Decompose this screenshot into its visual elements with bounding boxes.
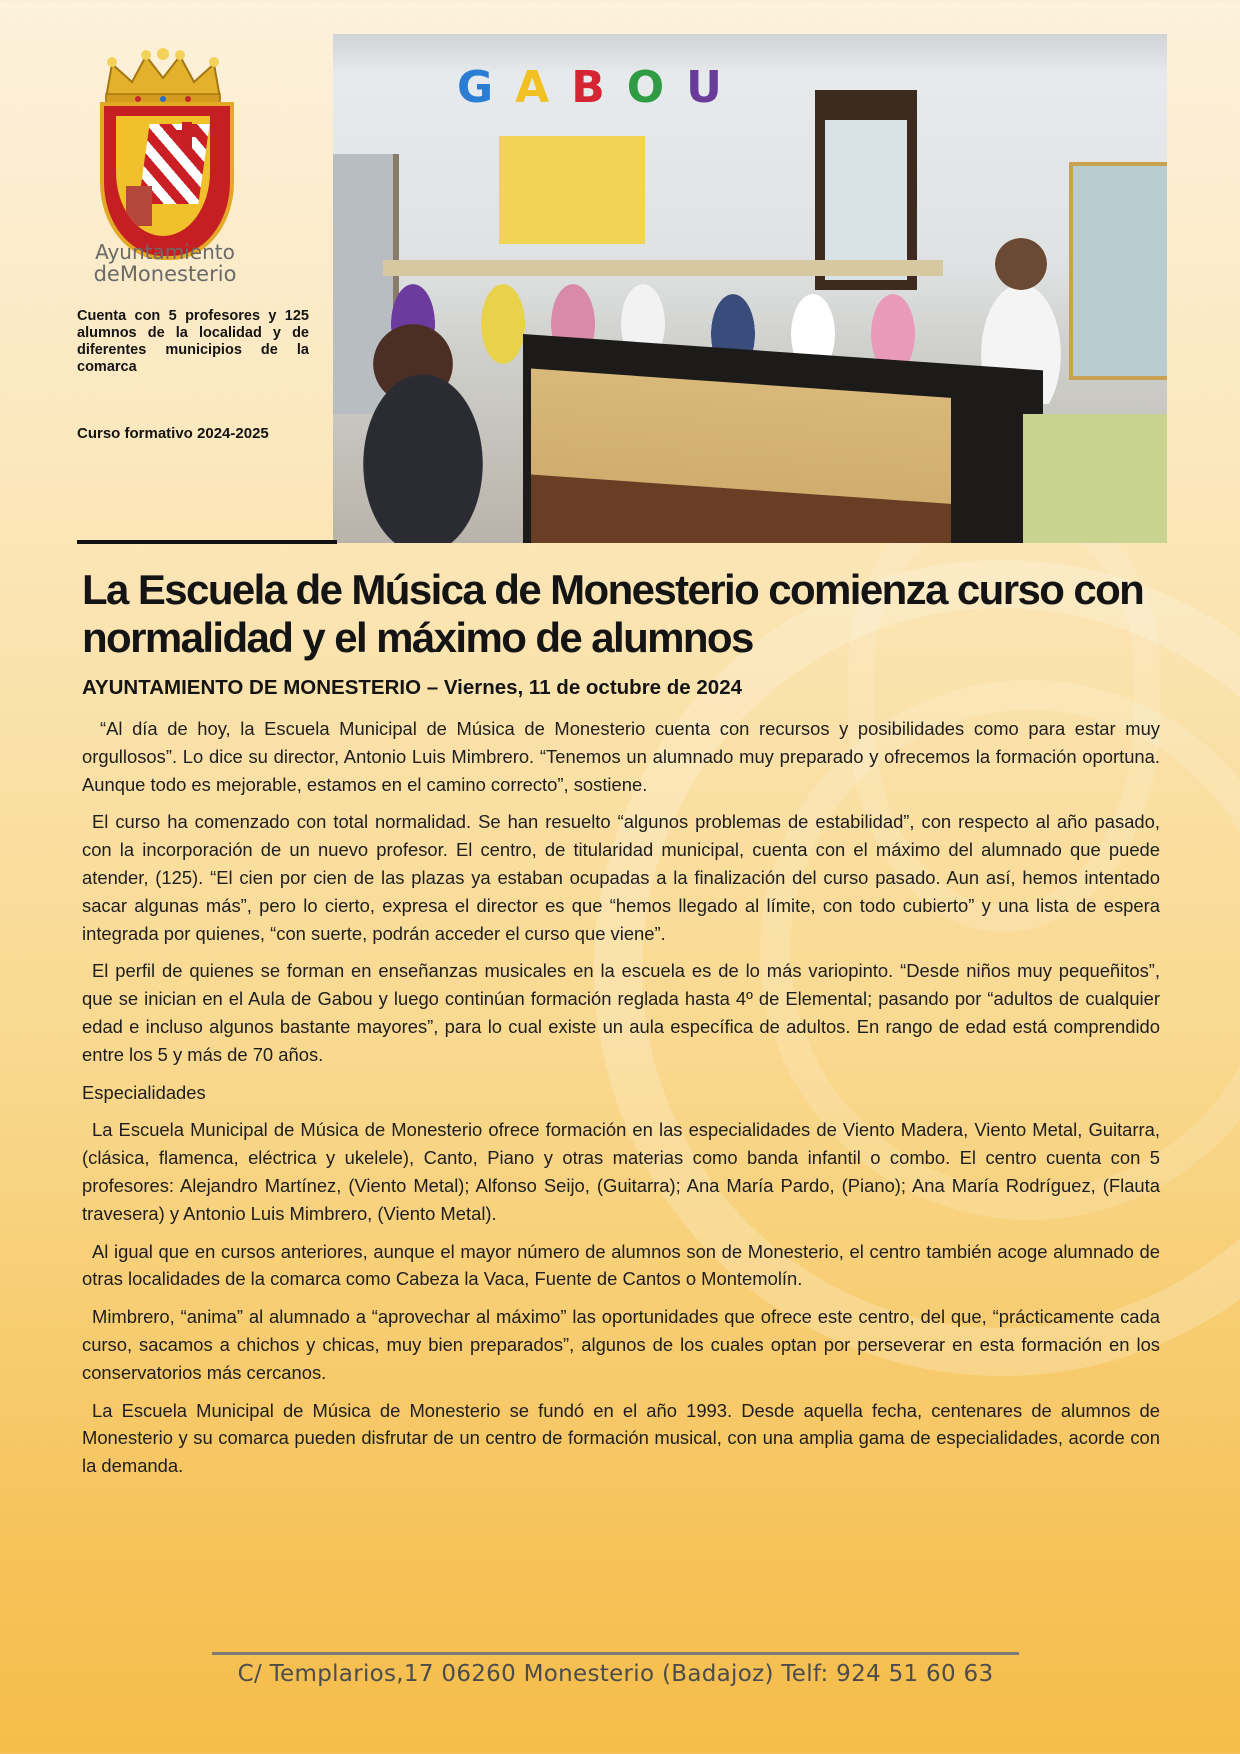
- yellow-board: [499, 136, 645, 244]
- article-paragraph: El perfil de quienes se forman en enseñanzas musicales en la escuela es de lo más variopinto. “Desde niños muy pequeñitos”, que se inician en el Aula de Gabou y luego continúan formación reglada hasta 4º de Elemental; pasando por “adultos de cualquier edad e incluso algunos bastante mayores”, para lo cual existe un aula específica de adultos. En rango de edad está comprendido entre los 5 y más de 70 años.: [82, 960, 1160, 1065]
- wall-letter: A: [515, 62, 572, 113]
- wall-letter: O: [626, 62, 687, 113]
- article-body: [82, 715, 1160, 1490]
- wall-letter: B: [571, 62, 627, 113]
- upright-piano: [523, 334, 1043, 543]
- coat-of-arms-shield-icon: [100, 102, 234, 260]
- crown-icon: [98, 48, 228, 106]
- header-rule: [77, 540, 337, 544]
- article-paragraph: El curso ha comenzado con total normalidad. Se han resuelto “algunos problemas de estabilidad”, con respecto al año pasado, con la incorporación de un nuevo profesor. El centro, de titularidad municipal, cuenta con el máximo del alumnado que puede atender, (125). “El cien por cien de las plazas ya estaban ocupadas a la finalización del curso pasado. Aun así, hemos intentado sacar algunas más”, pero lo cierto, expresa el director es que “hemos llegado al límite, con todo cubierto” y una lista de espera integrada por quienes, “con suerte, podrán acceder el curso que viene”.: [82, 811, 1160, 944]
- classroom-photo: [333, 34, 1167, 543]
- wall-mirror: [1069, 162, 1167, 380]
- footer-rule: [212, 1652, 1019, 1655]
- sidebar-summary: Cuenta con 5 profesores y 125 alumnos de la localidad y de diferentes municipios de la comarca: [77, 308, 309, 375]
- wall-letters: [457, 62, 744, 113]
- article-paragraph: La Escuela Municipal de Música de Monesterio ofrece formación en las especialidades de Viento Madera, Viento Metal, Guitarra, (clásica, flamenca, eléctrica y ukelele), Canto, Piano y otras materias como banda infantil o combo. El centro cuenta con 5 profesores: Alejandro Martínez, (Viento Metal); Alfonso Seijo, (Guitarra); Ana María Pardo, (Piano); Ana María Rodríguez, (Flauta travesera) y Antonio Luis Mimbrero, (Viento Metal).: [82, 1119, 1160, 1224]
- sidebar-course: Curso formativo 2024-2025: [77, 425, 269, 442]
- article-paragraph: La Escuela Municipal de Música de Monesterio se fundó en el año 1993. Desde aquella fecha, centenares de alumnos de Monesterio y su comarca pueden disfrutar de un centro de formación musical, con una amplia gama de especialidades, acorde con la demanda.: [82, 1399, 1160, 1477]
- article-byline: AYUNTAMIENTO DE MONESTERIO – Viernes, 11 de octubre de 2024: [82, 676, 743, 699]
- wall-letter: G: [457, 62, 516, 113]
- logo-text-monesterio: deMonesterio: [93, 262, 237, 286]
- article-paragraph: “Al día de hoy, la Escuela Municipal de Música de Monesterio cuenta con recursos y posibilidades como para estar muy orgullosos”. Lo dice su director, Antonio Luis Mimbrero. “Tenemos un alumnado muy preparado y ofrecemos la formación oportuna. Aunque todo es mejorable, estamos en el camino correcto”, sostiene.: [82, 718, 1160, 795]
- footer-address: C/ Templarios,17 06260 Monesterio (Badajoz) Telf: 924 51 60 63: [237, 1661, 994, 1687]
- student-foreground: [333, 294, 513, 543]
- section-subtitle: Especialidades: [82, 1081, 206, 1103]
- logo-text-ayuntamiento: Ayuntamiento: [95, 240, 235, 264]
- wall-letter: U: [686, 62, 744, 113]
- article-paragraph: Mimbrero, “anima” al alumnado a “aprovechar al máximo” las oportunidades que ofrece este centro, del que, “prácticamente cada curso, sacamos a chichos y chicas, muy bien preparados”, algunos de los cuales optan por perseverar en esta formación en los conservatorios más cercanos.: [82, 1306, 1160, 1383]
- ayuntamiento-logo: [80, 48, 250, 288]
- article-title: La Escuela de Música de Monesterio comienza curso con normalidad y el máximo de alumnos: [82, 566, 1144, 661]
- article-paragraph: Al igual que en cursos anteriores, aunque el mayor número de alumnos son de Monesterio, el centro también acoge alumnado de otras localidades de la comarca como Cabeza la Vaca, Fuente de Cantos o Montemolín.: [82, 1240, 1160, 1290]
- teacher-desk: [1023, 414, 1167, 543]
